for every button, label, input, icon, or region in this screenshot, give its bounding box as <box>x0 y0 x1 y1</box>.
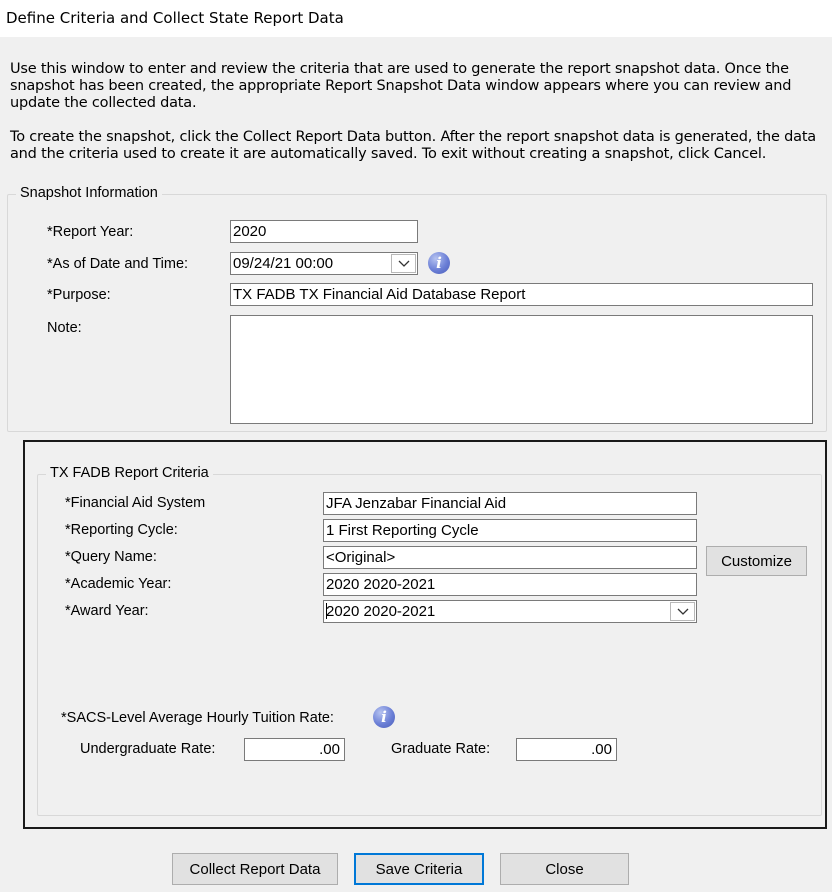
award-year-value: 2020 2020-2021 <box>326 603 436 620</box>
intro-paragraph-1: Use this window to enter and review the criteria that are used to generate the report snapshot data. Once the snapshot has been created, the appropriate Report Snapshot Data window appears where you can review and update the collected data. <box>10 61 792 111</box>
report-criteria-group <box>37 465 822 816</box>
note-textarea[interactable] <box>230 315 813 424</box>
as-of-date-label: *As of Date and Time: <box>47 256 189 272</box>
collect-report-data-button[interactable]: Collect Report Data <box>172 853 338 885</box>
graduate-rate-label: Graduate Rate: <box>391 741 491 757</box>
undergraduate-rate-label: Undergraduate Rate: <box>80 741 216 757</box>
undergraduate-rate-input[interactable]: .00 <box>244 738 345 761</box>
award-year-select[interactable] <box>323 600 697 623</box>
purpose-input[interactable]: TX FADB TX Financial Aid Database Report <box>230 283 813 306</box>
report-year-input[interactable]: 2020 <box>230 220 418 243</box>
query-name-label: *Query Name: <box>65 549 157 565</box>
window-body <box>0 37 832 892</box>
chevron-down-icon <box>677 608 689 616</box>
purpose-label: *Purpose: <box>47 287 111 303</box>
save-criteria-button[interactable]: Save Criteria <box>354 853 484 885</box>
academic-year-input[interactable]: 2020 2020-2021 <box>323 573 697 596</box>
snapshot-information-group <box>7 185 827 432</box>
as-of-date-value: 09/24/21 00:00 <box>233 255 334 272</box>
financial-aid-system-input[interactable]: JFA Jenzabar Financial Aid <box>323 492 697 515</box>
window-title: Define Criteria and Collect State Report Data <box>6 9 344 27</box>
report-year-label: *Report Year: <box>47 224 134 240</box>
report-criteria-legend: TX FADB Report Criteria <box>46 465 213 481</box>
as-of-date-picker[interactable] <box>230 252 418 275</box>
close-button[interactable]: Close <box>500 853 629 885</box>
tuition-rate-label: *SACS-Level Average Hourly Tuition Rate: <box>61 710 334 726</box>
reporting-cycle-label: *Reporting Cycle: <box>65 522 178 538</box>
financial-aid-system-label: *Financial Aid System <box>65 495 206 511</box>
chevron-down-icon <box>398 260 410 268</box>
note-label: Note: <box>47 320 82 336</box>
as-of-date-dropdown-button[interactable] <box>391 254 416 273</box>
snapshot-information-legend: Snapshot Information <box>16 185 162 201</box>
award-year-label: *Award Year: <box>65 603 149 619</box>
reporting-cycle-input[interactable]: 1 First Reporting Cycle <box>323 519 697 542</box>
query-name-input[interactable]: <Original> <box>323 546 697 569</box>
academic-year-label: *Academic Year: <box>65 576 172 592</box>
info-icon[interactable]: i <box>373 706 395 728</box>
graduate-rate-input[interactable]: .00 <box>516 738 617 761</box>
info-icon[interactable]: i <box>428 252 450 274</box>
intro-paragraph-2: To create the snapshot, click the Collect Report Data button. After the report snapshot data is generated, the data and the criteria used to create it are automatically saved. To exit without creating a snapshot, click Cancel. <box>10 129 816 162</box>
customize-button[interactable]: Customize <box>706 546 807 576</box>
award-year-dropdown-button[interactable] <box>670 602 695 621</box>
